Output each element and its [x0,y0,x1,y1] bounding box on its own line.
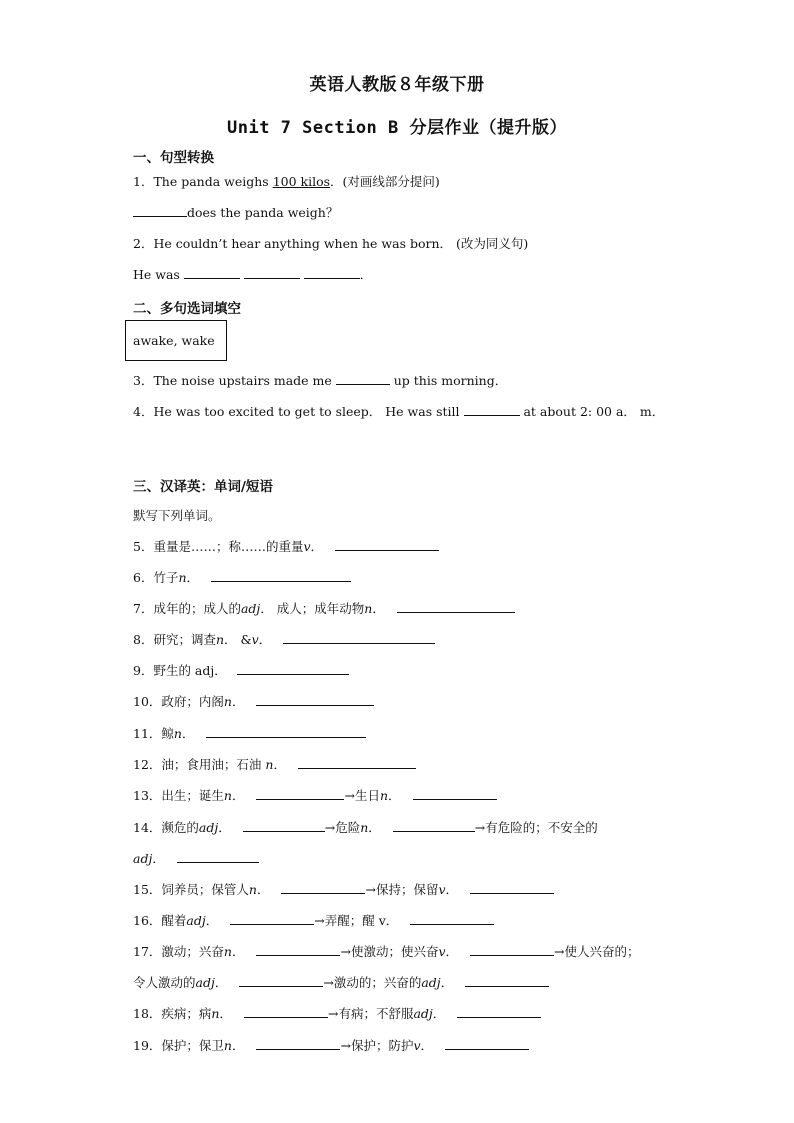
q2-answer-end: ． [359,267,373,282]
question-6 [133,568,351,586]
question-11 [133,724,366,742]
question-14 [133,818,598,836]
q14-dot-2: ． [368,820,381,835]
answer-blank[interactable] [177,849,259,863]
answer-blank[interactable] [184,265,240,279]
q17-dot-4: ． [440,975,454,990]
question-9 [133,661,349,679]
q17-text-2: 令人激动的 [133,975,196,990]
q17-dot-2: ． [445,944,459,959]
q12-text: 12．油；食用油；石油 [133,757,266,772]
question-12 [133,755,416,773]
question-1-answer [133,203,338,221]
q16-dot: ． [205,913,219,928]
answer-blank[interactable] [413,786,497,800]
answer-blank[interactable] [335,537,439,551]
q3-text-end: up this morning． [389,373,508,388]
q1-number: 1． [133,174,154,189]
answer-blank[interactable] [457,1004,541,1018]
q19-arrow-text: →保护；防护 [340,1038,414,1053]
q14-arrow-text: →危险 [324,820,361,835]
q13-pos-2: n [379,788,389,803]
q19-pos: n [223,1038,232,1053]
q7-text: 7．成年的；成人的 [133,601,241,616]
q12-pos: n [265,757,274,772]
question-16 [133,911,494,929]
q18-pos-2: adj [413,1006,433,1021]
section-heading-2: 二、多句选词填空 [133,301,241,317]
question-17-continued [133,973,549,991]
q10-dot: ． [231,694,245,709]
answer-blank[interactable] [211,568,351,582]
answer-blank[interactable] [256,1036,340,1050]
answer-blank[interactable] [206,724,366,738]
q1-underlined-phrase: 100 kilos [272,174,331,189]
question-17 [133,942,640,960]
q18-dot-2: ． [432,1006,446,1021]
q8-text: 8．研究；调查 [133,632,216,647]
q5-text: 5．重量是……；称……的重量 [133,539,304,554]
q2-answer-prefix: He was [133,267,180,282]
q1-text: The panda weighs [153,174,273,189]
q8-pos-2: v [251,632,259,647]
q19-dot: ． [231,1038,245,1053]
answer-blank[interactable] [283,630,435,644]
q9-text: 9．野生的 adj． [133,663,227,678]
answer-blank[interactable] [304,265,360,279]
q17-arrow-text-3: →激动的；兴奋的 [323,975,422,990]
q5-pos: v [303,539,311,554]
q16-pos: adj [186,913,206,928]
q11-pos: n [173,726,182,741]
question-2-answer [133,265,372,283]
q14-text: 14．濒危的 [133,820,199,835]
q4-text-end: at about 2: 00 a． m． [519,404,665,419]
answer-blank[interactable] [336,371,390,385]
answer-blank[interactable] [393,818,475,832]
q13-arrow-text: →生日 [344,788,380,803]
question-3 [133,371,507,389]
q17-pos-3: adj [195,975,215,990]
q7-text-2: ． 成人；成年动物 [260,601,365,616]
q15-text: 15．饲养员；保管人 [133,882,249,897]
answer-blank[interactable] [397,599,515,613]
q17-text: 17．激动；兴奋 [133,944,224,959]
answer-blank[interactable] [256,942,340,956]
q1-answer-text: does the panda weigh？ [187,205,339,220]
answer-blank[interactable] [281,880,365,894]
q4-text: 4．He was too excited to get to sleep． He was still [133,404,464,419]
q17-pos-4: adj [421,975,441,990]
q6-dot: ． [186,570,200,585]
document-title: 英语人教版８年级下册 [309,75,485,95]
question-7 [133,599,515,617]
answer-blank[interactable] [256,692,374,706]
q8-pos: n [215,632,225,647]
q3-text: 3．The noise upstairs made me [133,373,336,388]
q7-pos: adj [240,601,261,616]
q13-dot: ． [231,788,245,803]
q8-dot: ． [258,632,272,647]
q17-dot: ． [231,944,245,959]
q7-dot: ． [372,601,385,616]
answer-blank[interactable] [239,973,323,987]
q17-arrow-text: →使激动；使兴奋 [340,944,439,959]
question-15 [133,880,554,898]
q19-pos-2: v [413,1038,421,1053]
answer-blank[interactable] [410,911,494,925]
q8-text-2: ． & [224,632,252,647]
answer-blank[interactable] [470,942,554,956]
answer-blank[interactable] [133,203,187,217]
q14-dot-3: ． [152,851,165,866]
q19-text: 19．保护；保卫 [133,1038,224,1053]
answer-blank[interactable] [244,1004,328,1018]
q6-text: 6．竹子 [133,570,179,585]
answer-blank[interactable] [230,911,314,925]
q1-instruction: ．(对画线部分提问) [330,174,440,189]
q13-text: 13．出生；诞生 [133,788,224,803]
q15-dot-2: ． [445,882,459,897]
section-heading-1: 一、句型转换 [133,150,214,166]
q15-dot: ． [256,882,270,897]
question-19 [133,1036,529,1054]
q19-dot-2: ． [420,1038,434,1053]
q15-pos: n [248,882,257,897]
answer-blank[interactable] [256,786,344,800]
q16-arrow-text: →弄醒；醒 v． [314,913,399,928]
question-18 [133,1004,541,1022]
q15-arrow-text: →保持；保留 [365,882,439,897]
q14-arrow-text-2: →有危险的；不安全的 [474,820,598,835]
answer-blank[interactable] [465,973,549,987]
document-subtitle: Unit 7 Section B 分层作业（提升版） [227,118,567,138]
answer-blank[interactable] [470,880,554,894]
word-bank-words: awake, wake [133,333,215,348]
q14-pos-3: adj [133,851,153,866]
question-1 [133,172,440,190]
q17-pos: n [223,944,232,959]
q16-text: 16．醒着 [133,913,187,928]
q13-pos: n [223,788,232,803]
q10-text: 10．政府；内阁 [133,694,224,709]
question-5 [133,537,439,555]
q14-dot: ． [218,820,231,835]
answer-blank[interactable] [237,661,349,675]
q18-pos: n [211,1006,220,1021]
answer-blank[interactable] [464,402,520,416]
q17-pos-2: v [438,944,446,959]
question-8 [133,630,435,648]
q6-pos: n [178,570,187,585]
q12-dot: ． [273,757,286,772]
q14-pos: adj [198,820,219,835]
answer-blank[interactable] [298,755,416,769]
answer-blank[interactable] [244,265,300,279]
q18-text: 18．疾病；病 [133,1006,212,1021]
q18-dot: ． [219,1006,232,1021]
q10-pos: n [223,694,232,709]
q18-arrow-text: →有病；不舒服 [327,1006,414,1021]
q5-dot: ． [310,539,324,554]
answer-blank[interactable] [243,818,325,832]
word-bank-box [125,320,227,361]
question-4 [133,402,664,420]
section-3-instruction: 默写下列单词。 [133,508,221,523]
answer-blank[interactable] [445,1036,529,1050]
q13-dot-2: ． [388,788,401,803]
q14-pos-2: n [360,820,369,835]
q11-text: 11．鲸 [133,726,174,741]
q17-arrow-text-2: →使人兴奋的； [554,944,640,959]
question-2: 2．He couldn’t hear anything when he was born． (改为同义句) [133,236,529,251]
q11-dot: ． [181,726,195,741]
q7-pos-2: n [364,601,373,616]
q17-dot-3: ． [214,975,228,990]
question-14-continued [133,849,259,867]
section-heading-3: 三、汉译英：单词/短语 [133,479,273,495]
question-10 [133,692,374,710]
q15-pos-2: v [438,882,446,897]
question-13 [133,786,497,804]
